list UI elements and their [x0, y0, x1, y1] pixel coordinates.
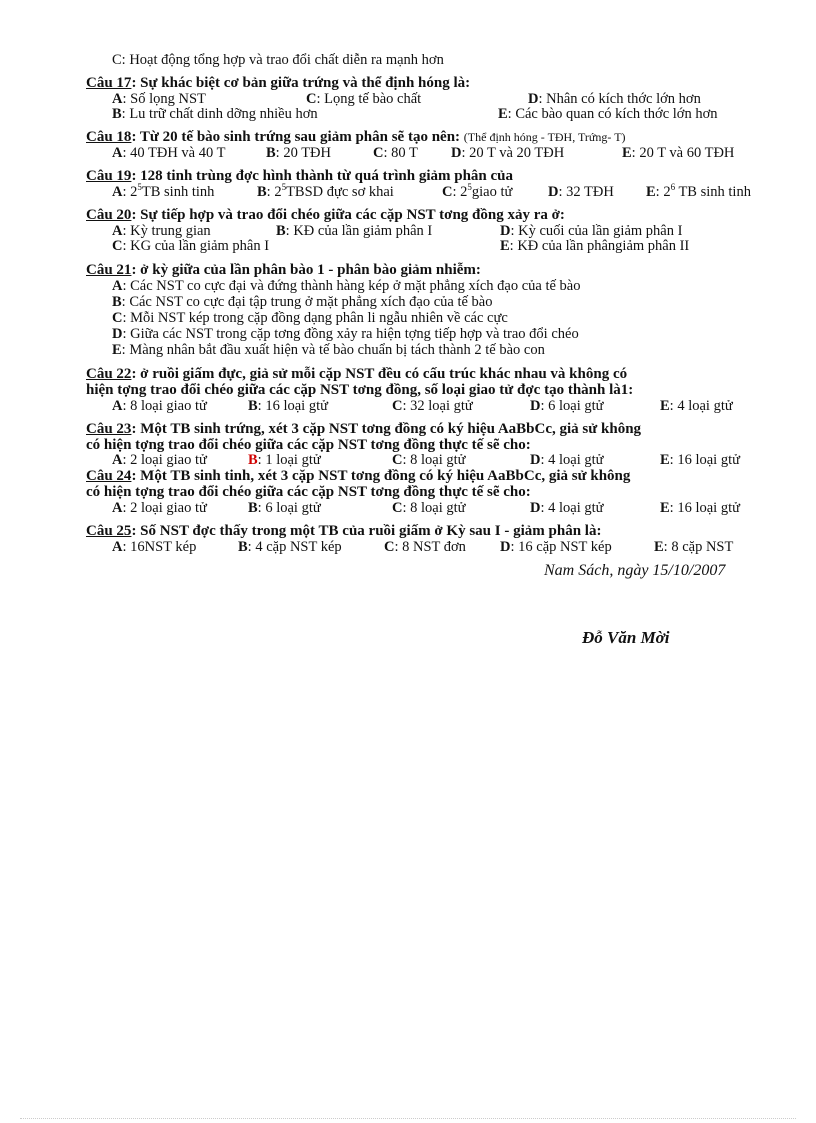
- option-letter: D: [548, 184, 559, 200]
- q21-option-e: [112, 342, 545, 358]
- option-text: : Các NST co cực đại tập trung ở mặt phẳng xích đạo của tế bào: [121, 294, 493, 310]
- option-text: : 20 T và 20 TĐH: [461, 145, 565, 161]
- q25-option-d: [500, 539, 612, 555]
- option-letter: E: [498, 106, 508, 122]
- q24-number: Câu 24: [86, 468, 132, 484]
- option-letter: E: [660, 398, 670, 414]
- q23-option-d: [530, 452, 604, 468]
- q23-text-line1: Một TB sinh trứng, xét 3 cặp NST tơng đồng có ký hiệu AaBbCc, giả sử không: [140, 421, 642, 437]
- option-letter: E: [646, 184, 656, 200]
- option-text: : Mỗi NST kép trong cặp đồng dạng phân li ngẫu nhiên về các cực: [122, 310, 508, 326]
- q24-option-e: [660, 500, 740, 516]
- q20-option-e: [500, 238, 689, 254]
- q24-option-d: [530, 500, 604, 516]
- q19-stem: [86, 168, 513, 184]
- option-text: : 4 cặp NST kép: [247, 539, 342, 555]
- option-letter: B: [257, 184, 267, 200]
- q17-option-e: [498, 106, 718, 122]
- option-letter: B: [248, 398, 258, 414]
- q18-note: (Thể định hóng - TĐH, Trứng- T): [463, 130, 626, 144]
- option-letter: D: [530, 398, 541, 414]
- q17-text: : Sự khác biệt cơ bản giữa trứng và thể định hóng là:: [131, 75, 471, 91]
- option-exponent: 5: [467, 182, 472, 193]
- q20-number: Câu 20: [86, 207, 132, 223]
- q24-text-line1: : Một TB sinh tinh, xét 3 cặp NST tơng đồng có ký hiệu AaBbCc, giả sử không: [131, 468, 631, 484]
- option-text: : Giữa các NST trong cặp tơng đồng xảy ra hiện tợng tiếp hợp và trao đổi chéo: [122, 326, 579, 342]
- q25-option-a: [112, 539, 196, 555]
- q23-number: Câu 23: [86, 421, 132, 437]
- option-text: : Các NST co cực đại và đứng thành hàng kép ở mặt phẳng xích đạo của tế bào: [122, 278, 581, 294]
- option-letter: D: [500, 223, 511, 239]
- q21-option-d: [112, 326, 579, 342]
- q21-option-c: [112, 310, 508, 326]
- option-letter: C: [392, 452, 403, 468]
- q22-option-d: [530, 398, 604, 414]
- q17-option-b: [112, 106, 318, 122]
- q23-stem-line2: [86, 437, 531, 453]
- q18-option-a: [112, 145, 225, 161]
- q23-text-line2: có hiện tợng trao đổi chéo giữa các cặp NST tơng đồng thực tế sẽ cho:: [86, 437, 531, 453]
- option-text: : 1 loại gtử: [257, 452, 321, 468]
- option-letter: A: [112, 452, 123, 468]
- option-text: : 6 loại gtử: [257, 500, 321, 516]
- option-letter: E: [500, 238, 510, 254]
- option-text: : 8 loại giao tử: [122, 398, 207, 414]
- q22-stem-line2: [86, 382, 633, 398]
- q23-stem-line1: [86, 421, 641, 437]
- q19-number: Câu 19: [86, 168, 132, 184]
- option-letter: D: [530, 452, 541, 468]
- q19-option-b: [257, 184, 394, 200]
- q20-option-d: [500, 223, 682, 239]
- option-text: : 6 loại gtử: [540, 398, 604, 414]
- option-letter: E: [660, 500, 670, 516]
- q21-option-a: [112, 278, 580, 294]
- q19-text: : 128 tinh trùng đợc hình thành từ quá trình giảm phân của: [131, 168, 514, 184]
- q20-option-a: [112, 223, 211, 239]
- option-text: : 40 TĐH và 40 T: [122, 145, 226, 161]
- q17-number: Câu 17: [86, 75, 132, 91]
- option-text: : Kỳ trung gian: [122, 223, 211, 239]
- q22-option-a: [112, 398, 207, 414]
- q25-option-c: [384, 539, 466, 555]
- q25-number: Câu 25: [86, 523, 132, 539]
- option-text: : 2: [266, 184, 282, 200]
- option-letter: B: [112, 294, 122, 310]
- option-text: giao tử: [471, 184, 513, 200]
- q22-stem-line1: [86, 366, 627, 382]
- option-letter: D: [530, 500, 541, 516]
- q17-option-a: [112, 91, 206, 107]
- option-letter: B: [238, 539, 248, 555]
- document-date: Nam Sách, ngày 15/10/2007: [544, 562, 726, 579]
- q23-option-b: [248, 452, 321, 468]
- q18-option-e: [622, 145, 734, 161]
- q25-stem: [86, 523, 601, 539]
- option-letter: D: [112, 326, 123, 342]
- option-letter: C: [392, 398, 403, 414]
- option-text: : Kỳ cuối của lần giảm phân I: [510, 223, 683, 239]
- q24-option-c: [392, 500, 466, 516]
- option-text: : 16 loại gtử: [669, 452, 740, 468]
- page-bottom-rule: [20, 1118, 796, 1119]
- q23-option-e: [660, 452, 740, 468]
- option-text: : 16 loại gtử: [257, 398, 328, 414]
- option-letter: D: [451, 145, 462, 161]
- q24-stem-line2: [86, 484, 531, 500]
- option-exponent: 5: [137, 182, 142, 193]
- option-text: : Màng nhân bắt đầu xuất hiện và tế bào chuẩn bị tách thành 2 tế bào con: [121, 342, 545, 358]
- q21-number: Câu 21: [86, 262, 132, 278]
- option-text: : 8 loại gtử: [402, 500, 466, 516]
- option-text: TBSD đực sơ khai: [286, 184, 394, 200]
- q18-option-c: [373, 145, 418, 161]
- option-exponent: 6: [670, 182, 676, 193]
- q16-option-c: [112, 52, 444, 68]
- option-text: : 16 loại gtử: [669, 500, 740, 516]
- option-text: : 16 cặp NST kép: [510, 539, 612, 555]
- option-letter: C: [112, 310, 123, 326]
- option-letter: A: [112, 398, 123, 414]
- option-text: : 8 loại gtử: [402, 452, 466, 468]
- option-text: TB sinh tinh: [675, 184, 751, 200]
- option-text: : 8 cặp NST: [663, 539, 734, 555]
- q24-option-b: [248, 500, 321, 516]
- option-text: TB sinh tinh: [141, 184, 215, 200]
- option-text: : Nhân có kích thớc lớn hơn: [538, 91, 701, 107]
- option-text: : 32 loại gtử: [402, 398, 473, 414]
- option-text: : 32 TĐH: [558, 184, 614, 200]
- option-letter: A: [112, 145, 123, 161]
- option-letter: E: [654, 539, 664, 555]
- option-letter: D: [528, 91, 539, 107]
- q17-option-d: [528, 91, 701, 107]
- q18-number: Câu 18: [86, 129, 132, 145]
- q22-option-b: [248, 398, 328, 414]
- q22-text-line2: hiện tợng trao đổi chéo giữa các cặp NST tơng đồng, số loại giao tử đợc tạo thành là1:: [86, 382, 634, 398]
- q16-option-c-text: C: Hoạt động tổng hợp và trao đổi chất diễn ra mạnh hơn: [112, 52, 444, 68]
- q25-option-b: [238, 539, 342, 555]
- q19-option-d: [548, 184, 614, 200]
- q20-option-c: [112, 238, 269, 254]
- option-text: : Lọng tế bào chất: [316, 91, 422, 107]
- option-letter: C: [442, 184, 453, 200]
- option-text: : 8 NST đơn: [394, 539, 466, 555]
- q23-option-c: [392, 452, 466, 468]
- option-text: : Số lọng NST: [122, 91, 206, 107]
- option-text: : 16NST kép: [122, 539, 197, 555]
- option-letter: E: [622, 145, 632, 161]
- option-letter: A: [112, 539, 123, 555]
- option-text: : KĐ của lần phângiảm phân II: [509, 238, 690, 254]
- q18-text: : Từ 20 tế bào sinh trứng sau giảm phân sẽ tạo nên:: [131, 129, 461, 145]
- option-exponent: 5: [281, 182, 287, 193]
- q18-stem: [86, 129, 626, 145]
- option-letter: B: [266, 145, 276, 161]
- q22-option-c: [392, 398, 473, 414]
- option-text: : 4 loại gtử: [540, 500, 604, 516]
- q18-option-d: [451, 145, 564, 161]
- option-text: : 80 T: [383, 145, 418, 161]
- option-text: : 2: [452, 184, 468, 200]
- option-text: : 2 loại giao tử: [122, 452, 207, 468]
- q22-option-e: [660, 398, 733, 414]
- option-letter: C: [392, 500, 403, 516]
- option-letter: A: [112, 278, 123, 294]
- q19-option-c: [442, 184, 512, 200]
- option-letter-highlighted: B: [248, 452, 258, 468]
- q21-option-b: [112, 294, 492, 310]
- q17-option-c: [306, 91, 421, 107]
- option-letter: B: [112, 106, 122, 122]
- q25-text: : Số NST đợc thấy trong một TB của ruồi giấm ở Kỳ sau I - giảm phân là:: [131, 523, 602, 539]
- q21-stem: [86, 262, 481, 278]
- option-letter: A: [112, 500, 123, 516]
- q20-stem: [86, 207, 565, 223]
- option-letter: E: [112, 342, 122, 358]
- author-signature: Đỗ Văn Mời: [582, 628, 670, 647]
- q23-option-a: [112, 452, 207, 468]
- q17-stem: [86, 75, 470, 91]
- q23-colon: :: [131, 421, 141, 437]
- option-text: : 2: [655, 184, 671, 200]
- q24-text-line2: có hiện tợng trao đổi chéo giữa các cặp NST tơng đồng thực tế sẽ cho:: [86, 484, 531, 500]
- option-text: : 2: [122, 184, 138, 200]
- option-letter: D: [500, 539, 511, 555]
- q18-option-b: [266, 145, 331, 161]
- option-letter: A: [112, 223, 123, 239]
- option-letter: B: [276, 223, 286, 239]
- option-text: : 4 loại gtử: [540, 452, 604, 468]
- q24-option-a: [112, 500, 207, 516]
- option-text: : 4 loại gtử: [669, 398, 733, 414]
- option-letter: C: [112, 238, 123, 254]
- q22-number: Câu 22: [86, 366, 132, 382]
- option-letter: C: [306, 91, 317, 107]
- q19-option-e: [646, 184, 751, 200]
- q21-text: : ở kỳ giữa của lần phân bào 1 - phân bào giảm nhiễm:: [131, 262, 481, 278]
- option-text: : KG của lần giảm phân I: [122, 238, 270, 254]
- option-text: : KĐ của lần giảm phân I: [285, 223, 433, 239]
- option-letter: B: [248, 500, 258, 516]
- option-letter: E: [660, 452, 670, 468]
- option-text: : 20 T và 60 TĐH: [631, 145, 735, 161]
- option-letter: A: [112, 91, 123, 107]
- option-letter: C: [384, 539, 395, 555]
- q24-stem-line1: [86, 468, 630, 484]
- q22-text-line1: : ở ruồi giấm đực, giả sử mỗi cặp NST đều có cấu trúc khác nhau và không có: [131, 366, 628, 382]
- option-text: : Lu trữ chất dinh dỡng nhiều hơn: [121, 106, 318, 122]
- q20-option-b: [276, 223, 432, 239]
- q19-option-a: [112, 184, 214, 200]
- option-text: : 20 TĐH: [275, 145, 331, 161]
- q20-text: : Sự tiếp hợp và trao đổi chéo giữa các cặp NST tơng đồng xảy ra ở:: [131, 207, 565, 223]
- option-letter: C: [373, 145, 384, 161]
- option-text: : Các bào quan có kích thớc lớn hơn: [507, 106, 718, 122]
- q25-option-e: [654, 539, 733, 555]
- option-letter: A: [112, 184, 123, 200]
- option-text: : 2 loại giao tử: [122, 500, 207, 516]
